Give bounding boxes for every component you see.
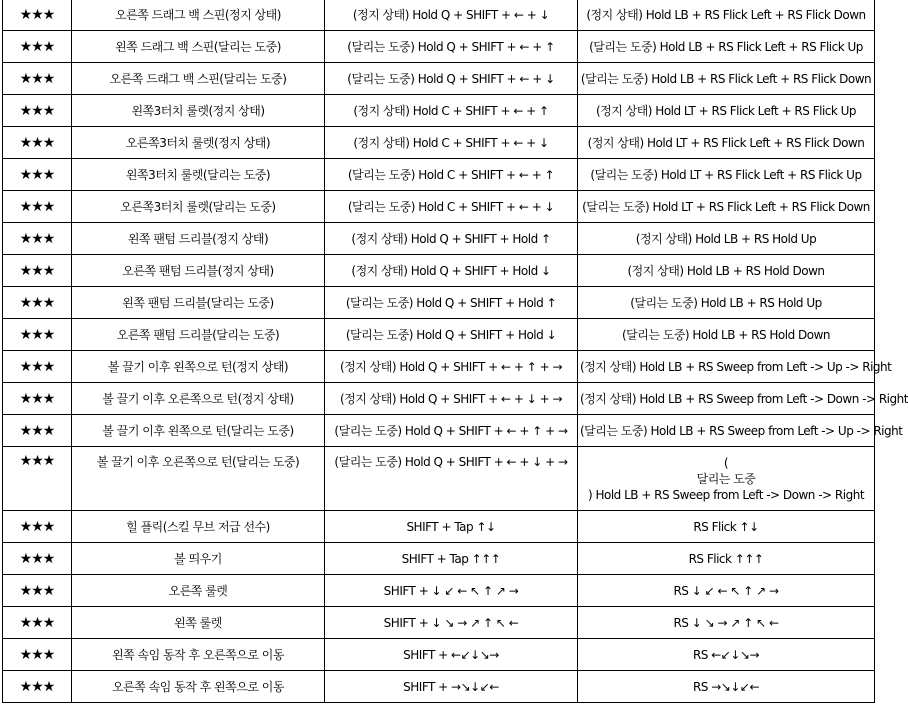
pad-command-line: ) Hold LB + RS Sweep from Left -> Down -> Right bbox=[587, 487, 865, 502]
rating-stars: ★★★ bbox=[3, 319, 72, 351]
skill-name: 오른쪽 드래그 백 스핀(정지 상태) bbox=[72, 0, 325, 31]
pad-command: RS ←↙↓↘→ bbox=[578, 639, 875, 671]
rating-stars: ★★★ bbox=[3, 255, 72, 287]
skill-moves-table-body bbox=[3, 0, 908, 703]
rating-stars: ★★★ bbox=[3, 287, 72, 319]
rating-stars: ★★★ bbox=[3, 671, 72, 703]
pc-command: (달리는 도중) Hold Q + SHIFT + ← + ↓ bbox=[325, 63, 578, 95]
pc-command: (달리는 도중) Hold Q + SHIFT + ← + ↓ + → bbox=[325, 447, 578, 511]
pad-command: (정지 상태) Hold LB + RS Sweep from Left -> Up -> Right bbox=[578, 351, 875, 383]
pc-command: SHIFT + Tap ↑↑↑ bbox=[325, 543, 578, 575]
table-row bbox=[3, 0, 875, 31]
table-row bbox=[3, 223, 875, 255]
skill-name: 오른쪽 룰렛 bbox=[72, 575, 325, 607]
rating-stars: ★★★ bbox=[3, 543, 72, 575]
pad-command: (달리는 도중) Hold LB + RS Flick Left + RS Flick Down bbox=[578, 63, 875, 95]
pc-command: (달리는 도중) Hold Q + SHIFT + ← + ↑ bbox=[325, 31, 578, 63]
rating-stars: ★★★ bbox=[3, 223, 72, 255]
pc-command: (달리는 도중) Hold Q + SHIFT + Hold ↓ bbox=[325, 319, 578, 351]
table-row bbox=[3, 255, 875, 287]
table-row bbox=[3, 63, 875, 95]
skill-name: 힐 플릭(스킬 무브 저급 선수) bbox=[72, 511, 325, 543]
pad-command-line: 달리는 도중 bbox=[696, 471, 756, 486]
rating-stars: ★★★ bbox=[3, 63, 72, 95]
rating-stars: ★★★ bbox=[3, 159, 72, 191]
pad-command: RS Flick ↑↓ bbox=[578, 511, 875, 543]
skill-name: 볼 끌기 이후 왼쪽으로 턴(달리는 도중) bbox=[72, 415, 325, 447]
skill-name: 오른쪽 속임 동작 후 왼쪽으로 이동 bbox=[72, 671, 325, 703]
skill-name: 볼 끌기 이후 오른쪽으로 턴(달리는 도중) bbox=[72, 447, 325, 511]
skill-moves-table bbox=[2, 0, 908, 703]
rating-stars: ★★★ bbox=[3, 511, 72, 543]
pad-command: (정지 상태) Hold LB + RS Hold Up bbox=[578, 223, 875, 255]
table-row bbox=[3, 543, 875, 575]
skill-name: 오른쪽 드래그 백 스핀(달리는 도중) bbox=[72, 63, 325, 95]
pc-command: (달리는 도중) Hold Q + SHIFT + ← + ↑ + → bbox=[325, 415, 578, 447]
pc-command: (정지 상태) Hold Q + SHIFT + ← + ↓ bbox=[325, 0, 578, 31]
rating-stars: ★★★ bbox=[3, 415, 72, 447]
skill-name: 오른쪽3터치 룰렛(정지 상태) bbox=[72, 127, 325, 159]
pad-command: (달리는 도중) Hold LB + RS Flick Left + RS Flick Up bbox=[578, 31, 875, 63]
pad-command: (달리는 도중) Hold LB + RS Hold Down bbox=[578, 319, 875, 351]
table-row bbox=[3, 287, 875, 319]
rating-stars: ★★★ bbox=[3, 31, 72, 63]
table-row bbox=[3, 319, 875, 351]
rating-stars: ★★★ bbox=[3, 639, 72, 671]
skill-name: 오른쪽 팬텀 드리블(달리는 도중) bbox=[72, 319, 325, 351]
table-row bbox=[3, 575, 875, 607]
pc-command: (정지 상태) Hold C + SHIFT + ← + ↓ bbox=[325, 127, 578, 159]
pc-command: SHIFT + ←↙↓↘→ bbox=[325, 639, 578, 671]
rating-stars: ★★★ bbox=[3, 0, 72, 31]
pad-command bbox=[578, 447, 875, 511]
skill-name: 왼쪽 드래그 백 스핀(달리는 도중) bbox=[72, 31, 325, 63]
pc-command: SHIFT + ↓ ↘ → ↗ ↑ ↖ ← bbox=[325, 607, 578, 639]
pad-command: (달리는 도중) Hold LB + RS Hold Up bbox=[578, 287, 875, 319]
skill-name: 볼 끌기 이후 오른쪽으로 턴(정지 상태) bbox=[72, 383, 325, 415]
table-row bbox=[3, 127, 875, 159]
skill-name: 오른쪽3터치 룰렛(달리는 도중) bbox=[72, 191, 325, 223]
rating-stars: ★★★ bbox=[3, 127, 72, 159]
pad-command: (달리는 도중) Hold LB + RS Sweep from Left -> Up -> Right bbox=[578, 415, 875, 447]
skill-name: 왼쪽 팬텀 드리블(달리는 도중) bbox=[72, 287, 325, 319]
table-row bbox=[3, 447, 875, 511]
table-row bbox=[3, 191, 875, 223]
rating-stars: ★★★ bbox=[3, 607, 72, 639]
rating-stars: ★★★ bbox=[3, 95, 72, 127]
table-row bbox=[3, 31, 875, 63]
pc-command: SHIFT + →↘↓↙← bbox=[325, 671, 578, 703]
pad-command: RS ↓ ↙ ← ↖ ↑ ↗ → bbox=[578, 575, 875, 607]
pc-command: SHIFT + Tap ↑↓ bbox=[325, 511, 578, 543]
pc-command: (정지 상태) Hold Q + SHIFT + Hold ↓ bbox=[325, 255, 578, 287]
skill-name: 볼 띄우기 bbox=[72, 543, 325, 575]
skill-name: 왼쪽3터치 룰렛(정지 상태) bbox=[72, 95, 325, 127]
skill-name: 왼쪽 팬텀 드리블(정지 상태) bbox=[72, 223, 325, 255]
table-row bbox=[3, 95, 875, 127]
table-row bbox=[3, 159, 875, 191]
skill-name: 왼쪽 룰렛 bbox=[72, 607, 325, 639]
pc-command: (정지 상태) Hold Q + SHIFT + Hold ↑ bbox=[325, 223, 578, 255]
pc-command: (정지 상태) Hold Q + SHIFT + ← + ↓ + → bbox=[325, 383, 578, 415]
table-row bbox=[3, 639, 875, 671]
table-row bbox=[3, 607, 875, 639]
skill-name: 오른쪽 팬텀 드리블(정지 상태) bbox=[72, 255, 325, 287]
rating-stars: ★★★ bbox=[3, 447, 72, 511]
table-row bbox=[3, 351, 875, 383]
pad-command: RS →↘↓↙← bbox=[578, 671, 875, 703]
rating-stars: ★★★ bbox=[3, 383, 72, 415]
table-row bbox=[3, 415, 875, 447]
pad-command: RS Flick ↑↑↑ bbox=[578, 543, 875, 575]
rating-stars: ★★★ bbox=[3, 351, 72, 383]
pad-command-line: ( bbox=[723, 455, 729, 470]
skill-name: 왼쪽3터치 룰렛(달리는 도중) bbox=[72, 159, 325, 191]
pc-command: (달리는 도중) Hold Q + SHIFT + Hold ↑ bbox=[325, 287, 578, 319]
table-row bbox=[3, 671, 875, 703]
skill-name: 왼쪽 속임 동작 후 오른쪽으로 이동 bbox=[72, 639, 325, 671]
pc-command: (정지 상태) Hold C + SHIFT + ← + ↑ bbox=[325, 95, 578, 127]
table-row bbox=[3, 511, 875, 543]
rating-stars: ★★★ bbox=[3, 191, 72, 223]
pad-command: (달리는 도중) Hold LT + RS Flick Left + RS Flick Up bbox=[578, 159, 875, 191]
pad-command: (정지 상태) Hold LT + RS Flick Left + RS Flick Down bbox=[578, 127, 875, 159]
rating-stars: ★★★ bbox=[3, 575, 72, 607]
pc-command: (정지 상태) Hold Q + SHIFT + ← + ↑ + → bbox=[325, 351, 578, 383]
pad-command: (정지 상태) Hold LB + RS Flick Left + RS Flick Down bbox=[578, 0, 875, 31]
pad-command: RS ↓ ↘ → ↗ ↑ ↖ ← bbox=[578, 607, 875, 639]
pad-command: (정지 상태) Hold LB + RS Hold Down bbox=[578, 255, 875, 287]
pc-command: (달리는 도중) Hold C + SHIFT + ← + ↑ bbox=[325, 159, 578, 191]
skill-name: 볼 끌기 이후 왼쪽으로 턴(정지 상태) bbox=[72, 351, 325, 383]
pad-command: (정지 상태) Hold LB + RS Sweep from Left -> Down -> Right bbox=[578, 383, 875, 415]
table-row bbox=[3, 383, 875, 415]
pad-command: (정지 상태) Hold LT + RS Flick Left + RS Flick Up bbox=[578, 95, 875, 127]
pc-command: (달리는 도중) Hold C + SHIFT + ← + ↓ bbox=[325, 191, 578, 223]
pad-command: (달리는 도중) Hold LT + RS Flick Left + RS Flick Down bbox=[578, 191, 875, 223]
pc-command: SHIFT + ↓ ↙ ← ↖ ↑ ↗ → bbox=[325, 575, 578, 607]
